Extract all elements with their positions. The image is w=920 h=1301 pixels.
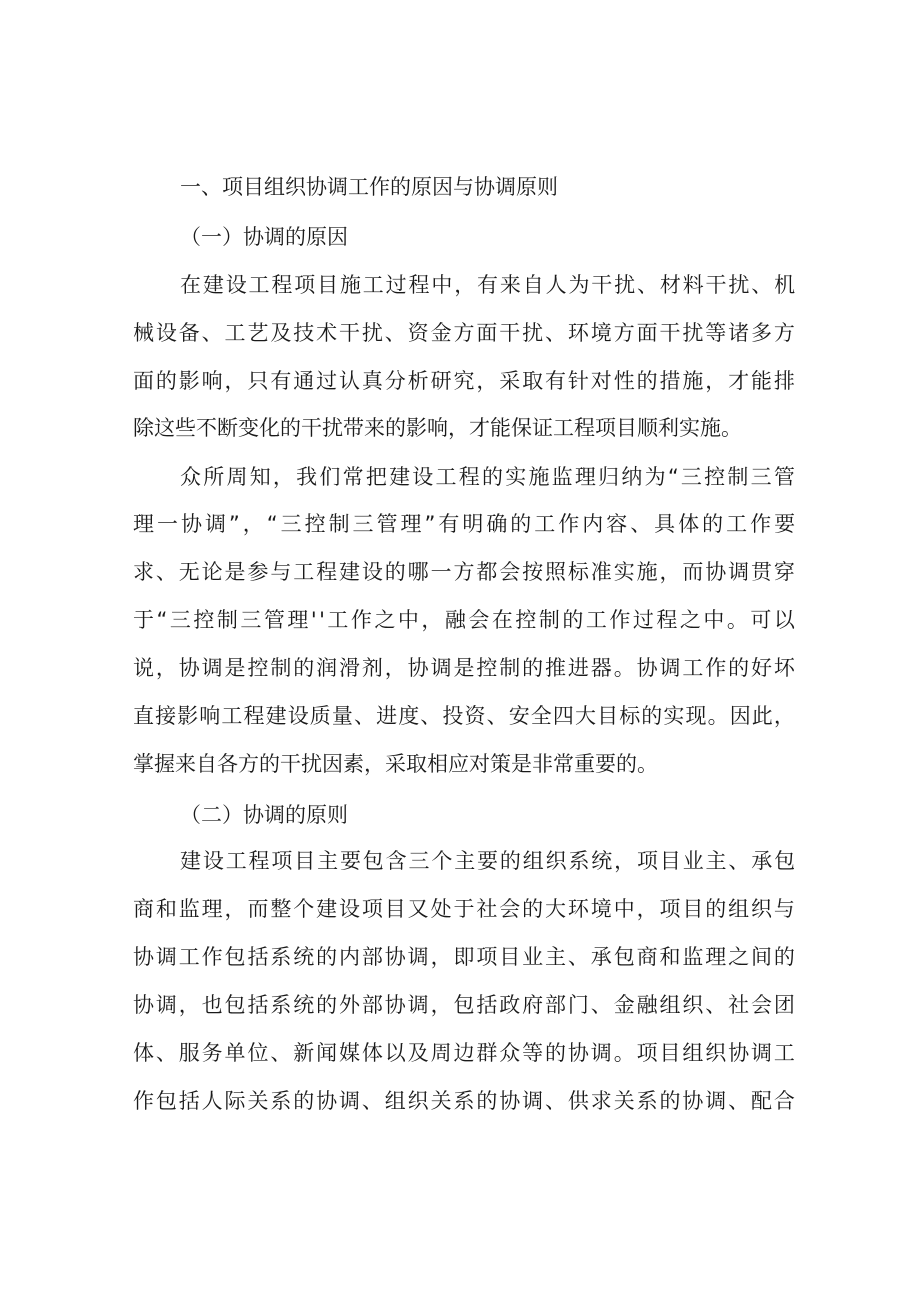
paragraph-line: 掌握来自各方的干扰因素，采取相应对策是非常重要的。 [133, 752, 658, 776]
paragraph-line: 在建设工程项目施工过程中，有来自人为干扰、材料干扰、机 [180, 273, 797, 297]
paragraph-line: 体、服务单位、新闻媒体以及周边群众等的协调。项目组织协调工 [133, 1041, 797, 1065]
subsection-title-principles: （二）协调的原则 [180, 803, 348, 827]
paragraph-line: 理一协调”，“三控制三管理”有明确的工作内容、具体的工作要 [133, 512, 799, 536]
paragraph-line: 械设备、工艺及技术干扰、资金方面干扰、环境方面干扰等诸多方 [133, 321, 797, 345]
paragraph-line: 协调工作包括系统的内部协调，即项目业主、承包商和监理之间的 [133, 945, 797, 969]
paragraph-line: 建设工程项目主要包含三个主要的组织系统，项目业主、承包 [180, 849, 797, 873]
paragraph-line: 说，协调是控制的润滑剂，协调是控制的推进器。协调工作的好坏 [133, 656, 797, 680]
paragraph-line: 商和监理，而整个建设项目又处于社会的大环境中，项目的组织与 [133, 897, 797, 921]
section-title: 一、项目组织协调工作的原因与协调原则 [180, 175, 558, 199]
paragraph-line: 直接影响工程建设质量、进度、投资、安全四大目标的实现。因此， [133, 704, 796, 728]
paragraph-line: 面的影响，只有通过认真分析研究，采取有针对性的措施，才能排 [133, 369, 797, 393]
paragraph-line: 作包括人际关系的协调、组织关系的协调、供求关系的协调、配合 [133, 1089, 797, 1113]
subsection-title-reasons: （一）协调的原因 [180, 225, 348, 249]
paragraph-line: 协调，也包括系统的外部协调，包括政府部门、金融组织、社会团 [133, 993, 797, 1017]
paragraph-line: 除这些不断变化的干扰带来的影响，才能保证工程项目顺利实施。 [133, 416, 742, 440]
paragraph-line: 众所周知，我们常把建设工程的实施监理归纳为“三控制三管 [180, 465, 798, 489]
paragraph-line: 于“三控制三管理''工作之中，融会在控制的工作过程之中。可以 [133, 608, 798, 632]
paragraph-line: 求、无论是参与工程建设的哪一方都会按照标准实施，而协调贯穿 [133, 560, 797, 584]
